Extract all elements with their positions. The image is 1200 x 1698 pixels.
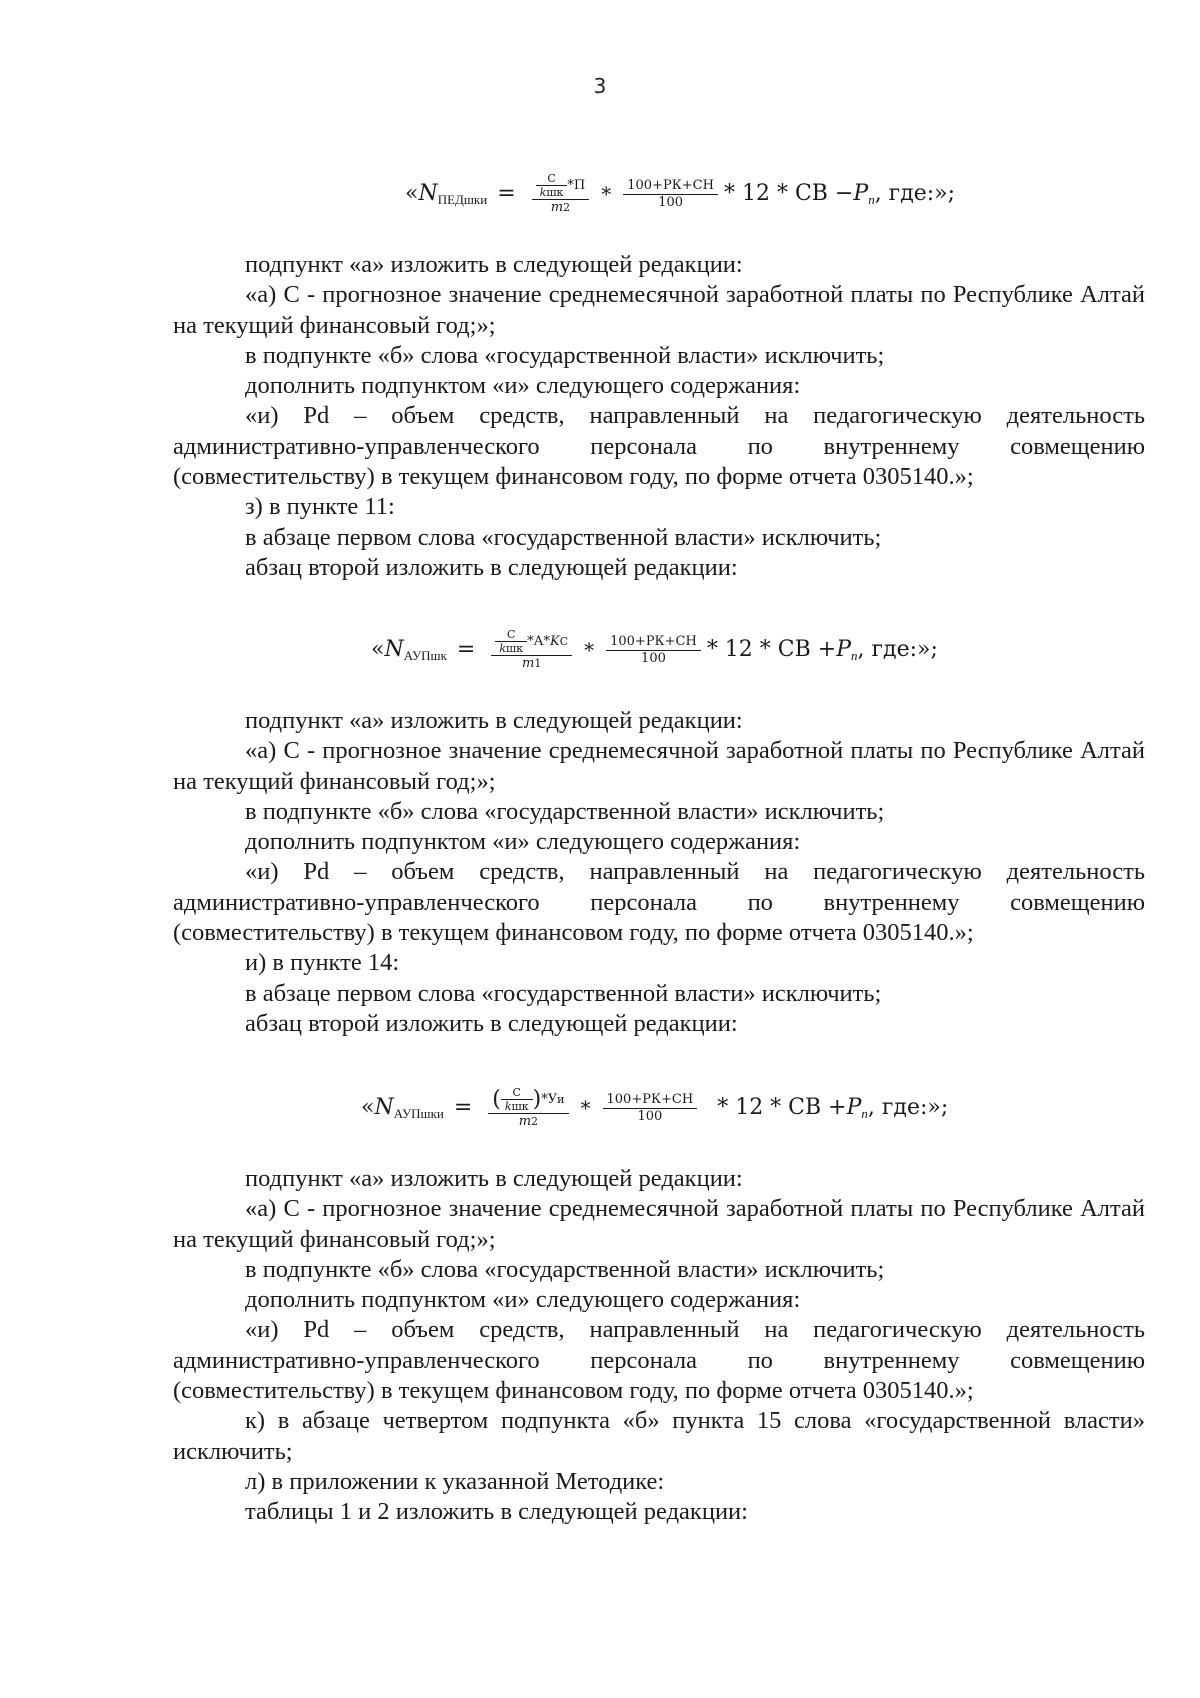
paragraph: и) в пункте 14: [245, 949, 400, 977]
formula-2-m-subscript: 1 [534, 657, 542, 670]
formula-1-frac2-numerator: 100+РК+СН [627, 177, 714, 193]
formula-3 [173, 1062, 1145, 1154]
formula-2-inner-multiplier: *А* [527, 634, 550, 649]
formula-1-k-symbol: k [539, 186, 547, 199]
formula-2-k-symbol: k [499, 642, 506, 655]
formula-2-kc-subscript: С [559, 635, 569, 648]
text-block-1 [173, 250, 1145, 583]
formula-2-rest: * 12 * СВ + [706, 636, 837, 662]
paragraph: подпункт «а» изложить в следующей редакции: [245, 251, 743, 278]
formula-1-times: * [601, 181, 612, 206]
formula-2-m-symbol: m [522, 656, 535, 671]
formula-1-main-fraction [532, 172, 590, 216]
formula-3-m-subscript: 2 [531, 1115, 539, 1128]
formula-1 [173, 148, 1145, 240]
text-block-3 [173, 1164, 1145, 1528]
formula-1-n-symbol: N [418, 180, 438, 206]
paragraph: подпункт «а» изложить в следующей редакции: [245, 1165, 743, 1192]
formula-2-times: * [584, 637, 595, 662]
formula-1-n-subscript: ПЕДшки [437, 191, 488, 207]
paragraph: дополнить подпунктом «и» следующего содержания: [245, 1286, 801, 1314]
formula-3-paren-close: ) [532, 1086, 542, 1112]
formula-3-c-symbol: С [512, 1086, 521, 1099]
formula-3-rest: * 12 * СВ + [717, 1094, 847, 1120]
formula-2-open-quote: « [371, 636, 385, 662]
formula-1-m-subscript: 2 [563, 201, 571, 214]
formula-1-rest: * 12 * СВ − [723, 180, 854, 206]
formula-3-tail: , где:»; [867, 1094, 949, 1120]
formula-3-frac2-denominator: 100 [637, 1108, 663, 1124]
formula-3-paren-open: ( [492, 1086, 501, 1112]
paragraph: абзац второй изложить в следующей редакции: [245, 1009, 738, 1037]
paragraph: в абзаце первом слова «государственной власти» исключить; [245, 979, 882, 1007]
paragraph: з) в пункте 11: [245, 493, 395, 521]
formula-2-main-fraction [491, 628, 572, 672]
paragraph: «а) С - прогнозное значение среднемесячной заработной платы по Республике Алтай на текущий финансовый год;»; [173, 281, 1145, 339]
formula-2-tail: , где:»; [857, 636, 938, 662]
formula-1-inner-multiplier: *П [567, 178, 586, 193]
formula-2-equals: = [456, 636, 476, 662]
paragraph: дополнить подпунктом «и» следующего содержания: [245, 372, 801, 400]
formula-1-equals: = [497, 180, 516, 206]
formula-1-open-quote: « [405, 180, 419, 206]
paragraph: «и) Pd – объем средств, направленный на педагогическую деятельность административно-управленческого персонала по внутреннему совмещению (совместительству) в текущем финансовом году, по форме отчета 0305140.»; [173, 402, 1145, 491]
formula-3-n-subscript: АУПшки [393, 1105, 444, 1121]
paragraph: «а) С - прогнозное значение среднемесячной заработной платы по Республике Алтай на текущий финансовый год;»; [173, 1195, 1145, 1253]
formula-1-c-symbol: С [547, 172, 556, 185]
formula-3-k-symbol: k [504, 1100, 512, 1113]
formula-1-m-symbol: m [550, 200, 564, 215]
formula-2-kc-symbol: K [549, 634, 560, 649]
formula-2-c-symbol: С [507, 628, 516, 641]
formula-1-tail: , где:»; [874, 180, 956, 206]
paragraph: «и) Pd – объем средств, направленный на педагогическую деятельность административно-управленческого персонала по внутреннему совмещению (совместительству) в текущем финансовом году, по форме отчета 0305140.»; [173, 858, 1145, 947]
formula-2-p-symbol: P [836, 636, 852, 662]
formula-3-main-fraction [488, 1086, 568, 1130]
paragraph: абзац второй изложить в следующей редакции: [245, 553, 738, 581]
formula-3-k-subscript: шк [511, 1100, 529, 1113]
formula-2-n-subscript: АУПшк [403, 647, 447, 663]
formula-3-p-symbol: P [846, 1094, 862, 1120]
paragraph: л) в приложении к указанной Методике: [245, 1467, 665, 1495]
formula-3-m-symbol: m [518, 1114, 532, 1129]
formula-3-frac2-numerator: 100+РК+СН [606, 1091, 694, 1107]
formula-1-p-subscript: n [868, 191, 875, 207]
formula-2-frac2-denominator: 100 [641, 650, 666, 666]
paragraph: таблицы 1 и 2 изложить в следующей редакции: [245, 1498, 748, 1526]
paragraph: «и) Pd – объем средств, направленный на педагогическую деятельность административно-управленческого персонала по внутреннему совмещению (совместительству) в текущем финансовом году, по форме отчета 0305140.»; [173, 1316, 1145, 1405]
formula-3-equals: = [453, 1094, 473, 1120]
formula-2-n-symbol: N [384, 636, 404, 662]
paragraph: в подпункте «б» слова «государственной власти» исключить; [245, 797, 885, 825]
paragraph: дополнить подпунктом «и» следующего содержания: [245, 828, 801, 856]
formula-2-k-subscript: шк [506, 642, 524, 655]
formula-3-inner-multiplier: *У [541, 1091, 558, 1107]
paragraph: в подпункте «б» слова «государственной власти» исключить; [245, 341, 885, 369]
text-block-2 [173, 706, 1145, 1039]
paragraph: к) в абзаце четвертом подпункта «б» пункта 15 слова «государственной власти» исключить; [173, 1407, 1145, 1465]
formula-3-p-subscript: n [861, 1105, 868, 1121]
paragraph: в подпункте «б» слова «государственной власти» исключить; [245, 1255, 885, 1283]
paragraph: подпункт «а» изложить в следующей редакции: [245, 707, 743, 734]
formula-2 [173, 604, 1145, 696]
formula-3-inner-subscript: и [557, 1093, 565, 1106]
paragraph: «а) С - прогнозное значение среднемесячной заработной платы по Республике Алтай на текущий финансовый год;»; [173, 737, 1145, 795]
formula-3-open-quote: « [361, 1094, 375, 1120]
formula-3-times: * [580, 1095, 591, 1120]
formula-2-p-subscript: n [851, 647, 858, 663]
page-number: 3 [593, 74, 607, 98]
paragraph: в абзаце первом слова «государственной власти» исключить; [245, 523, 882, 551]
formula-2-frac2-numerator: 100+РК+СН [610, 633, 697, 649]
formula-1-frac2-denominator: 100 [658, 194, 684, 210]
formula-1-k-subscript: шк [546, 186, 564, 199]
formula-3-n-symbol: N [374, 1094, 394, 1120]
formula-1-p-symbol: P [853, 180, 869, 206]
